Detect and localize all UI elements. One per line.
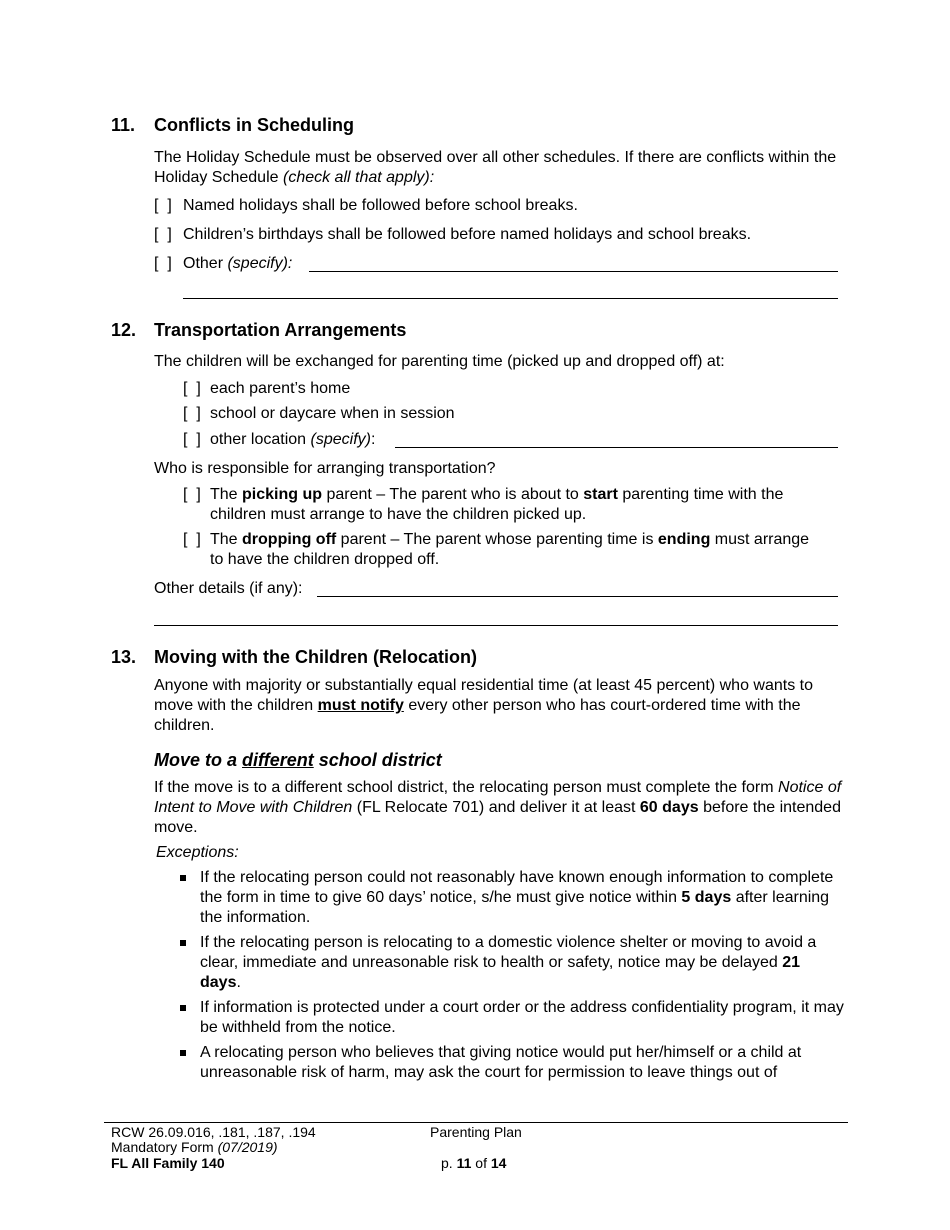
checkbox-named-holidays[interactable]: [ ] <box>154 197 172 214</box>
bullet-square-icon <box>180 1050 186 1056</box>
bullet-square-icon <box>180 1005 186 1011</box>
location-parent-home: each parent’s home <box>210 380 351 397</box>
location-other: other location (specify): <box>210 431 376 448</box>
exception-item: If the relocating person is relocating to a domestic violence shelter or moving to avoid a clear, immediate and unreasonable risk to health or safety, notice may be delayed 21 days. <box>200 934 817 991</box>
location-school-daycare: school or daycare when in session <box>210 405 455 422</box>
other-details-line-2[interactable] <box>154 625 838 626</box>
other-specify-line-2[interactable] <box>183 298 838 299</box>
footer-rcw: RCW 26.09.016, .181, .187, .194 <box>111 1124 316 1140</box>
footer-form-id: FL All Family 140 <box>111 1155 225 1171</box>
section-11-title: Conflicts in Scheduling <box>154 115 355 135</box>
other-specify-line[interactable] <box>309 271 838 272</box>
section-13-intro: Anyone with majority or substantially equal residential time (at least 45 percent) who wants to move with the children must notify every other person who has court-ordered time with the children. <box>154 677 813 734</box>
footer-title: Parenting Plan <box>430 1124 522 1140</box>
option-named-holidays: Named holidays shall be followed before school breaks. <box>183 197 578 214</box>
subheading-school-district: Move to a different school district <box>154 750 442 770</box>
section-11-number: 11. <box>111 115 136 135</box>
option-birthdays: Children’s birthdays shall be followed before named holidays and school breaks. <box>183 226 752 243</box>
section-13-number: 13. <box>111 647 137 667</box>
checkbox-dropping-off[interactable]: [ ] <box>183 531 201 548</box>
exception-item: If information is protected under a court order or the address confidentiality program, it may be withheld from the notice. <box>200 999 844 1036</box>
section-12-intro: The children will be exchanged for parenting time (picked up and dropped off) at: <box>154 353 725 370</box>
footer-rule <box>104 1122 848 1123</box>
checkbox-school-daycare[interactable]: [ ] <box>183 405 201 422</box>
checkbox-picking-up[interactable]: [ ] <box>183 486 201 503</box>
option-picking-up: The picking up parent – The parent who is about to start parenting time with the children must arrange to have the children picked up. <box>210 486 784 523</box>
footer-mandatory-form: Mandatory Form (07/2019) <box>111 1139 278 1155</box>
checkbox-parent-home[interactable]: [ ] <box>183 380 201 397</box>
section-11-intro: The Holiday Schedule must be observed over all other schedules. If there are conflicts within the Holiday Schedule (check all that apply): <box>154 149 837 186</box>
section-12-number: 12. <box>111 320 137 340</box>
option-dropping-off: The dropping off parent – The parent whose parenting time is ending must arrange to have the children dropped off. <box>210 531 810 568</box>
exception-item: If the relocating person could not reasonably have known enough information to complete the form in time to give 60 days’ notice, s/he must give notice within 5 days after learning the information. <box>200 869 834 926</box>
other-location-line[interactable] <box>395 447 838 448</box>
other-details-line[interactable] <box>317 596 838 597</box>
exceptions-label: Exceptions: <box>156 844 239 861</box>
bullet-square-icon <box>180 875 186 881</box>
checkbox-other[interactable]: [ ] <box>154 255 172 272</box>
section-13-title: Moving with the Children (Relocation) <box>154 647 477 667</box>
exception-item: A relocating person who believes that giving notice would put her/himself or a child at unreasonable risk of harm, may ask the court for permission to leave things out of <box>200 1044 802 1081</box>
footer-page-number: p. 11 of 14 <box>441 1155 507 1171</box>
bullet-square-icon <box>180 940 186 946</box>
section-12-title: Transportation Arrangements <box>154 320 407 340</box>
school-district-paragraph: If the move is to a different school district, the relocating person must complete the form Notice of Intent to Move with Children (FL Relocate 701) and deliver it at least 60 days before the intended move. <box>154 779 842 836</box>
transport-question: Who is responsible for arranging transportation? <box>154 460 496 477</box>
checkbox-other-location[interactable]: [ ] <box>183 431 201 448</box>
other-details-label: Other details (if any): <box>154 580 303 597</box>
checkbox-birthdays[interactable]: [ ] <box>154 226 172 243</box>
option-other: Other (specify): <box>183 255 293 272</box>
